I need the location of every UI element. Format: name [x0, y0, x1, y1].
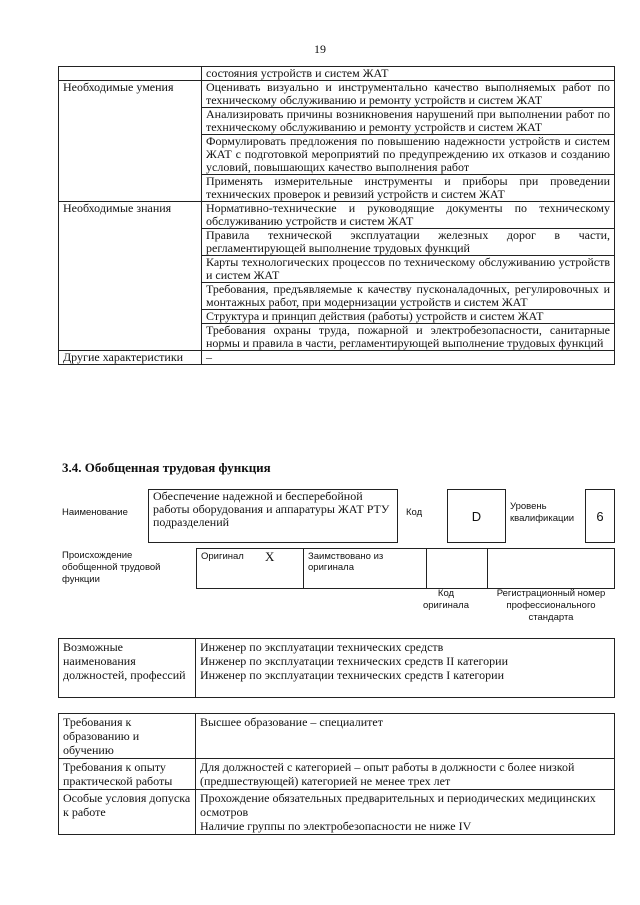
row-label [59, 67, 202, 81]
row-text: Формулировать предложения по повышению надежности устройств и систем ЖАТ с подготовкой мероприятий по предупреждению их отказов и созданию условий, повышающих качество выполнения работ [202, 135, 615, 175]
table-row [59, 67, 615, 81]
code-label: Код [406, 507, 423, 518]
section-heading: 3.4. Обобщенная трудовая функция [62, 460, 271, 475]
row-label: Другие характеристики [59, 351, 202, 365]
table-row [59, 351, 615, 365]
requirements-table [58, 713, 615, 835]
position-item: Инженер по эксплуатации технических средств II категории [200, 654, 508, 668]
table-row [59, 202, 615, 229]
skills-knowledge-table [58, 66, 615, 365]
row-text: Требования охраны труда, пожарной и электробезопасности, санитарные нормы и правила в части, регламентирующей выполнение трудовых функций [202, 324, 615, 351]
level-label: Уровень квалификации [510, 501, 575, 524]
origin-reg-caption: Регистрационный номер профессионального стандарта [496, 588, 606, 623]
origin-reg-cell [488, 549, 615, 589]
origin-label: Происхождение обобщенной трудовой функции [62, 550, 161, 585]
row-label: Необходимые умения [59, 81, 202, 202]
page-number: 19 [314, 42, 326, 56]
table-row [59, 639, 615, 698]
row-text: Применять измерительные инструменты и приборы при проведении технических проверок и ревизий устройств и систем ЖАТ [202, 175, 615, 202]
education-value: Высшее образование – специалитет [196, 714, 615, 759]
condition-item: Прохождение обязательных предварительных и периодических медицинских осмотров [200, 791, 596, 819]
function-name-box [148, 489, 398, 543]
position-item: Инженер по эксплуатации технических средств [200, 640, 444, 654]
table-row [59, 714, 615, 759]
experience-label: Требования к опыту практической работы [59, 759, 196, 790]
education-label: Требования к образованию и обучению [59, 714, 196, 759]
level-box [585, 489, 615, 543]
row-text: Структура и принцип действия (работы) устройств и систем ЖАТ [202, 310, 615, 324]
code-value: D [471, 508, 482, 524]
code-box [447, 489, 506, 543]
table-row [59, 759, 615, 790]
row-text: Анализировать причины возникновения нарушений при выполнении работ по техническому обслуживанию и ремонту устройств и систем ЖАТ [202, 108, 615, 135]
origin-code-caption: Код оригинала [422, 588, 469, 611]
table-row [59, 790, 615, 835]
positions-label: Возможные наименования должностей, профессий [59, 639, 196, 698]
origin-mark: X [261, 549, 304, 589]
table-row [197, 549, 615, 589]
origin-table [196, 548, 615, 589]
row-text: Оценивать визуально и инструментально качество выполняемых работ по техническому обслуживанию и ремонту устройств и систем ЖАТ [202, 81, 615, 108]
row-text: Правила технической эксплуатации железных дорог в части, регламентирующей выполнение трудовых функций [202, 229, 615, 256]
conditions-list [196, 790, 615, 835]
origin-borrowed: Заимствовано из оригинала [304, 549, 427, 589]
function-name-value: Обеспечение надежной и бесперебойной работы оборудования и аппаратуры ЖАТ РТУ подразделений [153, 489, 390, 529]
row-label: Необходимые знания [59, 202, 202, 351]
row-text: Нормативно-технические и руководящие документы по техническому обслуживанию устройств и систем ЖАТ [202, 202, 615, 229]
row-text: – [202, 351, 615, 365]
experience-value: Для должностей с категорией – опыт работы в должности с более низкой (предшествующей) категорией не менее трех лет [196, 759, 615, 790]
condition-item: Наличие группы по электробезопасности не ниже IV [200, 819, 472, 833]
origin-code-cell [427, 549, 488, 589]
row-text: Требования, предъявляемые к качеству пусконаладочных, регулировочных и монтажных работ, при модернизации устройств и систем ЖАТ [202, 283, 615, 310]
name-label: Наименование [62, 507, 128, 518]
table-row [59, 81, 615, 108]
row-text: Карты технологических процессов по техническому обслуживанию устройств и систем ЖАТ [202, 256, 615, 283]
level-value: 6 [596, 508, 604, 524]
origin-original: Оригинал [197, 549, 262, 589]
position-item: Инженер по эксплуатации технических средств I категории [200, 668, 505, 682]
positions-list [196, 639, 615, 698]
conditions-label: Особые условия допуска к работе [59, 790, 196, 835]
positions-table [58, 638, 615, 698]
row-text: состояния устройств и систем ЖАТ [202, 67, 615, 81]
